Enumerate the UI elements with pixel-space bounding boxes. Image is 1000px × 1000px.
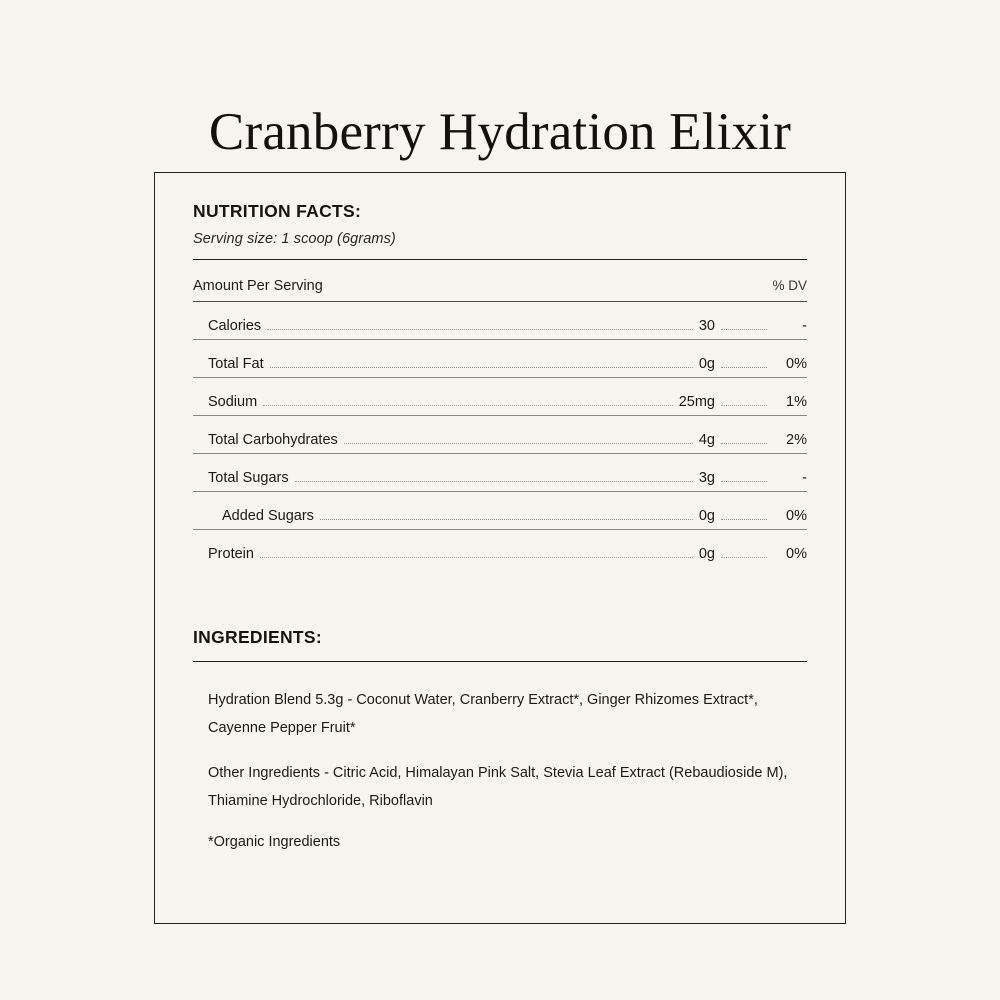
leader-dots — [260, 556, 693, 558]
nutrient-amount: 30 — [698, 318, 715, 334]
nutrient-amount: 3g — [698, 470, 715, 486]
divider-under-ingredients-heading — [193, 661, 807, 662]
nutrient-label: Total Sugars — [208, 470, 289, 486]
nutrient-label: Protein — [208, 546, 254, 562]
nutrient-dv: 0% — [786, 508, 807, 524]
table-row — [193, 492, 807, 530]
ingredients-heading: INGREDIENTS: — [193, 627, 323, 647]
leader-dots-dv — [721, 480, 767, 482]
leader-dots-dv — [721, 328, 767, 330]
leader-dots — [320, 518, 693, 520]
nutrient-amount: 4g — [698, 432, 715, 448]
hydration-blend-text: Hydration Blend 5.3g - Coconut Water, Cranberry Extract*, Ginger Rhizomes Extract*, Cayenne Pepper Fruit* — [208, 692, 758, 736]
nutrient-dv: - — [802, 470, 807, 486]
nutrition-table — [193, 278, 807, 567]
table-row — [193, 378, 807, 416]
nutrient-dv: - — [802, 318, 807, 334]
amount-per-serving-label: Amount Per Serving — [193, 278, 323, 294]
nutrition-facts-section — [193, 201, 807, 567]
table-row — [193, 454, 807, 492]
leader-dots — [263, 404, 673, 406]
page-title: Cranberry Hydration Elixir — [208, 102, 792, 161]
nutrient-dv: 1% — [786, 394, 807, 410]
leader-dots-dv — [721, 518, 767, 520]
table-row — [193, 416, 807, 454]
nutrient-label: Sodium — [208, 394, 258, 410]
nutrition-panel — [154, 172, 846, 924]
leader-dots-dv — [721, 366, 767, 368]
leader-dots — [344, 442, 693, 444]
nutrient-amount: 0g — [698, 508, 715, 524]
table-row — [193, 340, 807, 378]
table-row — [193, 302, 807, 340]
table-row — [193, 530, 807, 567]
nutrient-label: Added Sugars — [222, 508, 314, 524]
nutrient-amount: 0g — [698, 356, 715, 372]
nutrient-label: Calories — [208, 318, 262, 334]
leader-dots-dv — [721, 442, 767, 444]
other-ingredients-text: Other Ingredients - Citric Acid, Himalayan Pink Salt, Stevia Leaf Extract (Rebaudioside M), Thiamine Hydrochloride, Riboflavin — [208, 765, 788, 809]
leader-dots — [295, 480, 693, 482]
divider-under-serving — [193, 259, 807, 260]
leader-dots-dv — [721, 404, 767, 406]
nutrient-label: Total Fat — [208, 356, 264, 372]
nutrition-facts-heading: NUTRITION FACTS: — [193, 201, 362, 221]
nutrient-dv: 0% — [786, 356, 807, 372]
leader-dots — [270, 366, 693, 368]
nutrient-amount: 0g — [698, 546, 715, 562]
nutrient-dv: 2% — [786, 432, 807, 448]
percent-dv-label: % DV — [772, 278, 807, 293]
organic-note: *Organic Ingredients — [208, 834, 341, 851]
leader-dots — [267, 328, 693, 330]
panel-content — [193, 201, 807, 850]
nutrient-amount: 25mg — [678, 394, 715, 410]
nutrient-dv: 0% — [786, 546, 807, 562]
nutrient-label: Total Carbohydrates — [208, 432, 338, 448]
serving-size-text: Serving size: 1 scoop (6grams) — [193, 231, 396, 247]
ingredients-section — [193, 627, 807, 850]
table-header-row — [193, 278, 807, 302]
leader-dots-dv — [721, 556, 767, 558]
